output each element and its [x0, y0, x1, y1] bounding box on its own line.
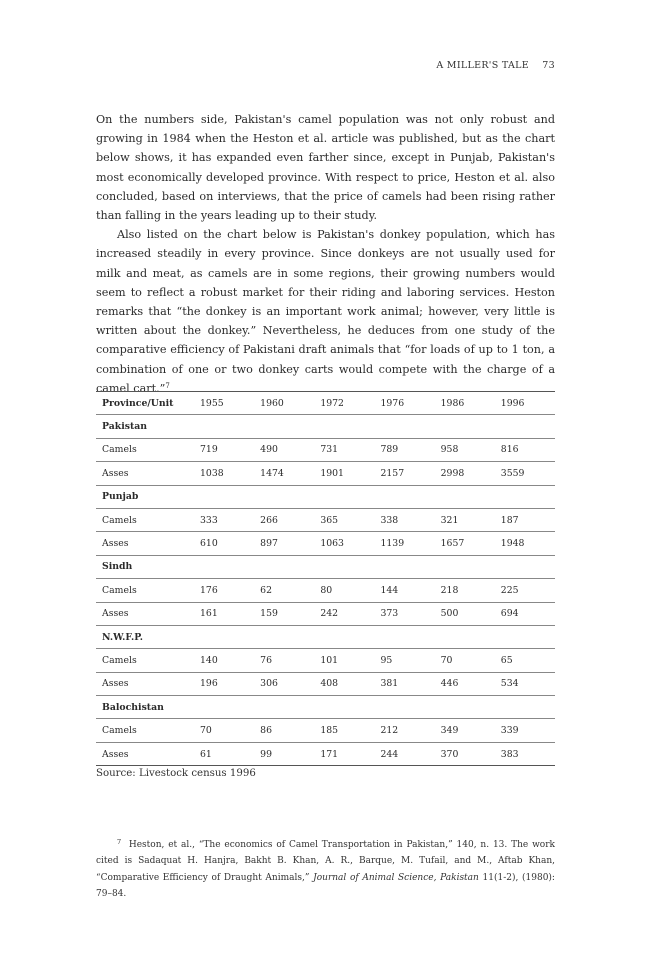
table-cell: 534	[495, 672, 555, 695]
table-cell: 731	[314, 438, 374, 461]
table-cell: 306	[254, 672, 314, 695]
table-cell: 897	[254, 532, 314, 555]
livestock-table	[96, 391, 555, 766]
table-cell: 161	[194, 602, 254, 625]
table-row	[96, 462, 555, 485]
table-row	[96, 649, 555, 672]
table-row	[96, 672, 555, 695]
table-row	[96, 508, 555, 531]
table-cell: 816	[495, 438, 555, 461]
table-row	[96, 579, 555, 602]
table-cell: 373	[374, 602, 434, 625]
table-cell: 2157	[374, 462, 434, 485]
table-row	[96, 742, 555, 765]
table-cell: 383	[495, 742, 555, 765]
section-name: N.W.F.P.	[96, 625, 555, 648]
table-cell: 1063	[314, 532, 374, 555]
table-row	[96, 719, 555, 742]
table-cell: 719	[194, 438, 254, 461]
table-cell: 349	[435, 719, 495, 742]
table-cell: 789	[374, 438, 434, 461]
table-cell: 225	[495, 579, 555, 602]
footnote	[96, 837, 555, 903]
row-label: Asses	[96, 742, 194, 765]
table-row	[96, 602, 555, 625]
table-cell: 1474	[254, 462, 314, 485]
table-cell: 694	[495, 602, 555, 625]
table-cell: 196	[194, 672, 254, 695]
table-cell: 144	[374, 579, 434, 602]
table-cell: 244	[374, 742, 434, 765]
row-label: Camels	[96, 719, 194, 742]
running-head-title: A MILLER'S TALE	[436, 60, 529, 71]
page-number: 73	[542, 60, 555, 71]
table-cell: 365	[314, 508, 374, 531]
table-cell: 500	[435, 602, 495, 625]
section-row	[96, 696, 555, 719]
table-source: Source: Livestock census 1996	[96, 768, 256, 779]
column-header-year: 1955	[194, 392, 254, 415]
table-header	[96, 392, 555, 415]
table-cell: 76	[254, 649, 314, 672]
row-label: Asses	[96, 462, 194, 485]
table-cell: 101	[314, 649, 374, 672]
row-label: Camels	[96, 579, 194, 602]
table-cell: 3559	[495, 462, 555, 485]
section-row	[96, 415, 555, 438]
table-cell: 86	[254, 719, 314, 742]
column-header-year: 1976	[374, 392, 434, 415]
paragraph-2	[96, 225, 555, 398]
table-cell: 242	[314, 602, 374, 625]
table-cell: 176	[194, 579, 254, 602]
section-row	[96, 625, 555, 648]
table-cell: 95	[374, 649, 434, 672]
paragraph-1: On the numbers side, Pakistan's camel population was not only robust and growing in 1984 when the Heston et al. article was published, but as the chart below shows, it has expanded even farther since, except in Punjab, Pakistan's most economically developed province. With respect to price, Heston et al. also concluded, based on interviews, that the price of camels had been rising rather than falling in the years leading up to their study.	[96, 113, 555, 223]
table-cell: 187	[495, 508, 555, 531]
footnote-citation: 11(1-2), (1980): 79–84.	[96, 872, 555, 900]
table-cell: 333	[194, 508, 254, 531]
row-label: Camels	[96, 438, 194, 461]
table-cell: 70	[194, 719, 254, 742]
section-name: Pakistan	[96, 415, 555, 438]
row-label: Camels	[96, 508, 194, 531]
table-cell: 338	[374, 508, 434, 531]
section-row	[96, 555, 555, 578]
table-cell: 490	[254, 438, 314, 461]
table-cell: 2998	[435, 462, 495, 485]
table-cell: 958	[435, 438, 495, 461]
table-cell: 1657	[435, 532, 495, 555]
table-cell: 321	[435, 508, 495, 531]
section-row	[96, 485, 555, 508]
table-cell: 1038	[194, 462, 254, 485]
row-label: Asses	[96, 532, 194, 555]
paragraph-2-text: Also listed on the chart below is Pakistan's donkey population, which has increased steadily in every province. Since donkeys are not usually used for milk and meat, as camels are in some regions, their growing numbers would seem to reflect a robust market for their riding and laboring services. Heston remarks that “the donkey is an important work animal; however, very little is written about the donkey.” Nevertheless, he deduces from one study of the comparative efficiency of Pakistani draft animals that “for loads of up to 1 ton, a combination of one or two donkey carts would compete with the charge of a camel cart.”	[96, 228, 555, 395]
table-cell: 212	[374, 719, 434, 742]
table-cell: 381	[374, 672, 434, 695]
column-header-year: 1960	[254, 392, 314, 415]
table-cell: 61	[194, 742, 254, 765]
table-row	[96, 438, 555, 461]
body-text	[96, 110, 555, 398]
table-row	[96, 532, 555, 555]
table-cell: 171	[314, 742, 374, 765]
table-cell: 1139	[374, 532, 434, 555]
table-cell: 185	[314, 719, 374, 742]
table-cell: 65	[495, 649, 555, 672]
section-name: Balochistan	[96, 696, 555, 719]
column-header-province-unit: Province/Unit	[96, 392, 194, 415]
column-header-year: 1986	[435, 392, 495, 415]
table-cell: 370	[435, 742, 495, 765]
footnote-journal: Journal of Animal Science, Pakistan	[313, 872, 479, 883]
row-label: Asses	[96, 602, 194, 625]
footnote-reference[interactable]: 7	[165, 381, 170, 390]
footnote-text: Heston, et al., “The economics of Camel Transportation in Pakistan,” 140, n. 13. The work cited is Sadaquat H. Hanjra, Bakht B. Khan, A. R., Barque, M. Tufail, and M., Aftab Khan, “Comparative Efficiency of Draught Animals,”	[96, 840, 555, 883]
table-cell: 610	[194, 532, 254, 555]
row-label: Asses	[96, 672, 194, 695]
running-head	[436, 60, 555, 71]
table-cell: 408	[314, 672, 374, 695]
footnote-marker: 7	[117, 838, 122, 846]
table-cell: 446	[435, 672, 495, 695]
column-header-year: 1996	[495, 392, 555, 415]
row-label: Camels	[96, 649, 194, 672]
column-header-year: 1972	[314, 392, 374, 415]
table-cell: 1948	[495, 532, 555, 555]
table-cell: 159	[254, 602, 314, 625]
section-name: Sindh	[96, 555, 555, 578]
table-cell: 266	[254, 508, 314, 531]
table-cell: 1901	[314, 462, 374, 485]
table-cell: 70	[435, 649, 495, 672]
table-body	[96, 415, 555, 766]
table-cell: 80	[314, 579, 374, 602]
table-cell: 140	[194, 649, 254, 672]
table-cell: 339	[495, 719, 555, 742]
table-cell: 62	[254, 579, 314, 602]
section-name: Punjab	[96, 485, 555, 508]
table-cell: 99	[254, 742, 314, 765]
table-cell: 218	[435, 579, 495, 602]
